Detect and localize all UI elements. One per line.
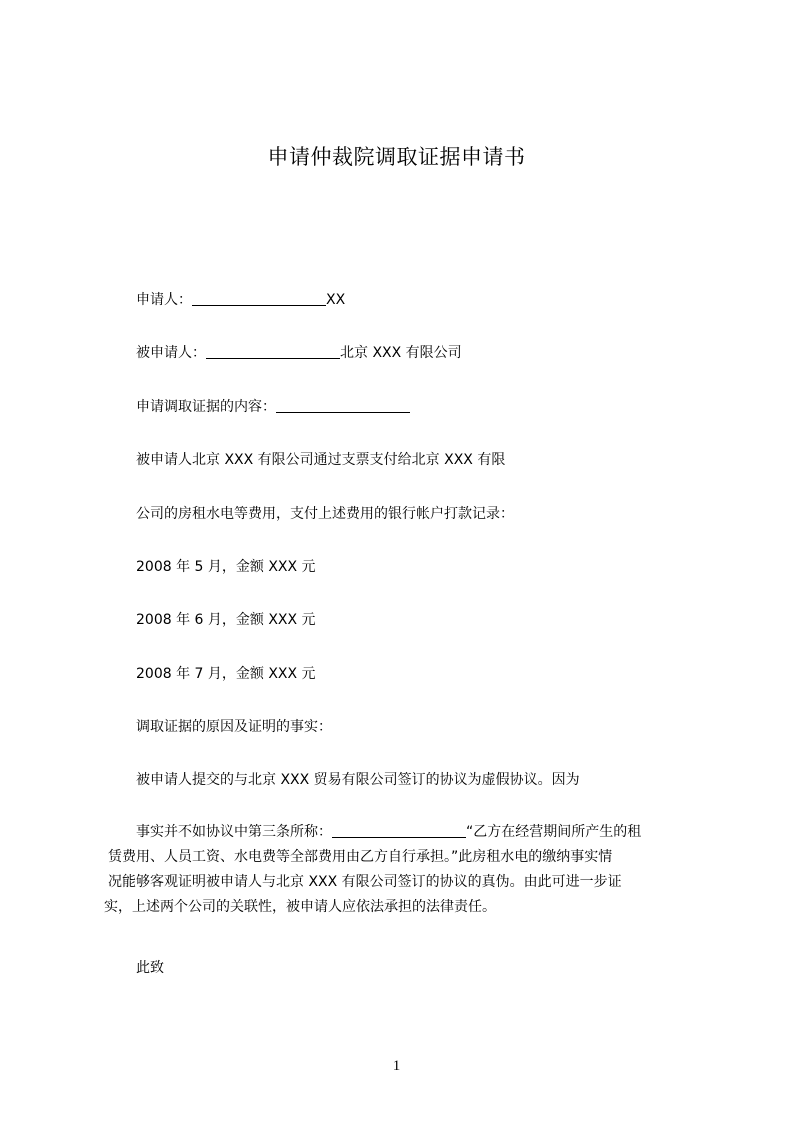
- payment-item: 2008 年 7 月，金额 XXX 元: [136, 666, 316, 682]
- reason-paragraph: [104, 820, 716, 920]
- reason-line-1: 被申请人提交的与北京 XXX 贸易有限公司签订的协议为虚假协议。因为: [136, 772, 580, 788]
- document-title: 申请仲裁院调取证据申请书: [267, 145, 526, 169]
- applicant-blank: [192, 291, 326, 306]
- applicant-label: 申请人：: [136, 292, 192, 308]
- reason-para-line: 实，上述两个公司的关联性，被申请人应依法承担的法律责任。: [104, 899, 496, 915]
- content-label: 申请调取证据的内容：: [136, 399, 276, 415]
- reason-para-suffix: “乙方在经营期间所产生的租: [466, 824, 642, 840]
- page-number: 1: [392, 1058, 401, 1074]
- reason-blank: [332, 823, 466, 838]
- respondent-value: 北京 XXX 有限公司: [340, 345, 462, 361]
- closing: 此致: [136, 960, 164, 976]
- applicant-value: XX: [326, 292, 346, 308]
- content-line-2: 公司的房租水电等费用，支付上述费用的银行帐户打款记录：: [136, 506, 514, 522]
- respondent-line: [136, 343, 462, 363]
- content-label-line: [136, 397, 410, 417]
- reason-para-prefix: 事实并不如协议中第三条所称：: [136, 824, 332, 840]
- payment-item: 2008 年 5 月，金额 XXX 元: [136, 559, 316, 575]
- reason-para-line: 赁费用、人员工资、水电费等全部费用由乙方自行承担。”此房租水电的缴纳事实情: [108, 849, 613, 865]
- respondent-label: 被申请人：: [136, 345, 206, 361]
- reason-para-line: 况能够客观证明被申请人与北京 XXX 有限公司签订的协议的真伪。由此可进一步证: [108, 874, 622, 890]
- applicant-line: [136, 290, 345, 310]
- respondent-blank: [206, 344, 340, 359]
- reason-label: 调取证据的原因及证明的事实：: [136, 719, 332, 735]
- reason-para-line: [104, 820, 716, 845]
- content-blank: [276, 398, 410, 413]
- payment-item: 2008 年 6 月，金额 XXX 元: [136, 612, 316, 628]
- content-line-1: 被申请人北京 XXX 有限公司通过支票支付给北京 XXX 有限: [136, 452, 506, 468]
